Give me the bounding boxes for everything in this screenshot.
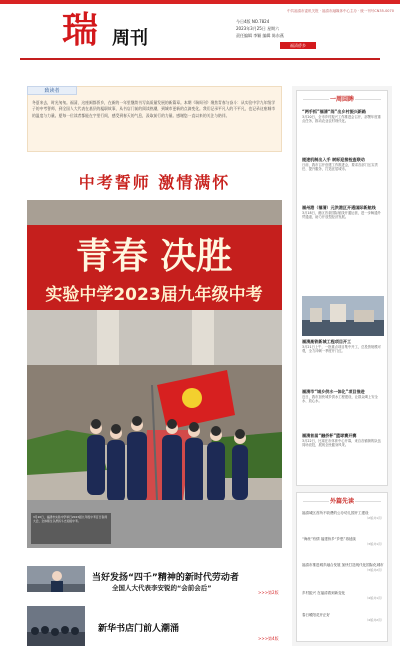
review-item-text: 日前，我市召开创建工作推进会，要求各部门压实责任、提升服务，打造宜居城市。	[302, 162, 378, 172]
review-item-title: 提速机制出入手 树标迎接检查联动	[302, 157, 365, 162]
review-item-title: 福清高铁新城工程项目开工	[302, 339, 352, 344]
banner-bottom-text: 实验中学2023届九年级中考	[45, 285, 263, 305]
sidebar	[292, 86, 392, 646]
contents-head	[297, 496, 387, 505]
review-item-text: 3月22日，比赛在市体育中心开幕，来自各镇街的队伍同场竞技，展现全民健身风采。	[302, 438, 381, 448]
masthead-logo-char: 瑞	[62, 9, 99, 51]
photo-caption: 3月20日，福清市实验中学举行2023届九年级中考百日誓师大会，全体师生以昂扬斗志迎接中考。	[31, 513, 111, 544]
intro-tab: 致读者	[27, 86, 77, 95]
review-item-2[interactable]	[302, 205, 384, 220]
review-item-title: 福清首届“融侨杯”篮球赛开赛	[302, 433, 357, 438]
week-review-head	[297, 94, 387, 103]
week-review-head-text: 一周回眸	[329, 96, 354, 103]
week-review-panel	[296, 90, 388, 486]
contents-item-title: 福清城区首所不收费的公办幼儿园开工建设	[302, 511, 369, 515]
contents-item-2[interactable]	[302, 563, 384, 572]
contents-item-title: 春日暖阳花开正好	[302, 613, 330, 617]
review-item-title: “两手抓”福清“闯”出乡村振兴新路	[302, 109, 366, 114]
contents-item-page: （2版共1页）	[365, 515, 384, 520]
review-item-4[interactable]	[302, 389, 384, 404]
banner-top-text: 青春 决胜	[75, 235, 233, 277]
intro-panel	[27, 86, 282, 152]
contents-head-text: 外篇先读	[329, 498, 354, 505]
story2-thumbnail[interactable]	[27, 606, 85, 646]
contents-item-3[interactable]	[302, 591, 384, 600]
contents-item-title: “海丝”有情 福建侨乡“乡愁”再延续	[302, 537, 356, 541]
review-item-text: 3月20日，全市乡村振兴工作推进会召开，部署年度重点任务，推动农业农村现代化。	[302, 114, 381, 124]
story1-thumbnail[interactable]	[27, 566, 85, 592]
review-item-text: 3月18日，港区首条国际航线开通运营，进一步畅通外贸通道，助力开放型经济发展。	[302, 210, 381, 220]
review-photo-image	[302, 296, 384, 336]
contents-panel	[296, 492, 388, 642]
contents-item-page: （3版共2页）	[365, 567, 384, 572]
story2-page-tag[interactable]: >>>第4版	[258, 636, 279, 641]
contents-item-page: （4版共2页）	[365, 617, 384, 622]
story2-thumbnail-image	[27, 606, 85, 646]
review-item-text: 近日，我市加快城乡供水工程建设，让群众喝上安全水、放心水。	[302, 394, 378, 404]
story1-thumbnail-image	[27, 566, 85, 592]
issue-info	[236, 18, 284, 39]
masthead-ribbon: 福清侨乡	[280, 42, 316, 49]
review-item-1[interactable]	[302, 157, 384, 172]
feature-headline: 中考誓师 激情满怀	[78, 173, 231, 192]
contents-item-title: 福清市推进城乡融合发展 加快打造现代化国际化城市	[302, 563, 384, 567]
story1-page-tag[interactable]: >>>第2版	[258, 590, 279, 595]
masthead-rule	[20, 58, 380, 60]
contents-item-page: （3版共1页）	[365, 541, 384, 546]
issue-line-3: 责任编辑 李颖 编辑 陈东燕	[236, 33, 284, 38]
contents-item-4[interactable]	[302, 613, 384, 622]
intro-text: 冬夏来去，时光匆匆。福清，这座闽都侨乡，在新的一年里继续书写高质量发展的新篇章。本期《瑞周刊》聚焦青春与奋斗：从实验中学九年级学子的中考誓师，到全国人大代表在基层的履职故事，从书店门前的阅读热潮，到城市更新的点滴变化。我们记录平凡人的不平凡，也记录这座城市的温度与力量。愿每一位读者都能在字里行间，感受到春天的气息，汲取前行的力量。感谢您一直以来的关注与陪伴。	[32, 100, 275, 118]
review-item-5[interactable]	[302, 433, 384, 448]
review-item-3[interactable]	[302, 339, 384, 354]
contents-item-title: 乡村振兴 在福清看到新变化	[302, 591, 346, 595]
story1-subtitle: 全国人大代表李安锐的“会前会后”	[112, 584, 212, 592]
review-item-title: 福清市“城乡供水一体化”项目推进	[302, 389, 365, 394]
story1-headline[interactable]: 当好发扬“四千”精神的新时代劳动者	[92, 573, 239, 583]
top-red-line	[0, 0, 400, 4]
review-item-0[interactable]	[302, 109, 384, 124]
issue-line-2: 2023年3月25日 星期六	[236, 26, 280, 31]
review-photo	[302, 296, 384, 336]
feature-photo-scene	[27, 200, 282, 548]
contents-item-0[interactable]	[302, 511, 384, 520]
review-item-text: 3月21日上午，一批重点项目集中开工，总投资规模可观，全力冲刺一季度开门红。	[302, 344, 381, 354]
story2-headline[interactable]: 新华书店门前人潮涌	[98, 624, 180, 634]
contents-item-1[interactable]	[302, 537, 384, 546]
review-item-title: 福州港（福清）元洪港区开通国际新航线	[302, 205, 376, 210]
header-top-text: 中共福清市委机关报 · 福清市融媒体中心主办 · 统一刊号CN35-0070	[287, 9, 394, 13]
feature-photo[interactable]	[27, 200, 282, 548]
masthead-title: 周刊	[112, 28, 148, 49]
contents-item-page: （4版共1页）	[365, 595, 384, 600]
issue-line-1: 今日4版 NO.7824	[236, 19, 270, 24]
